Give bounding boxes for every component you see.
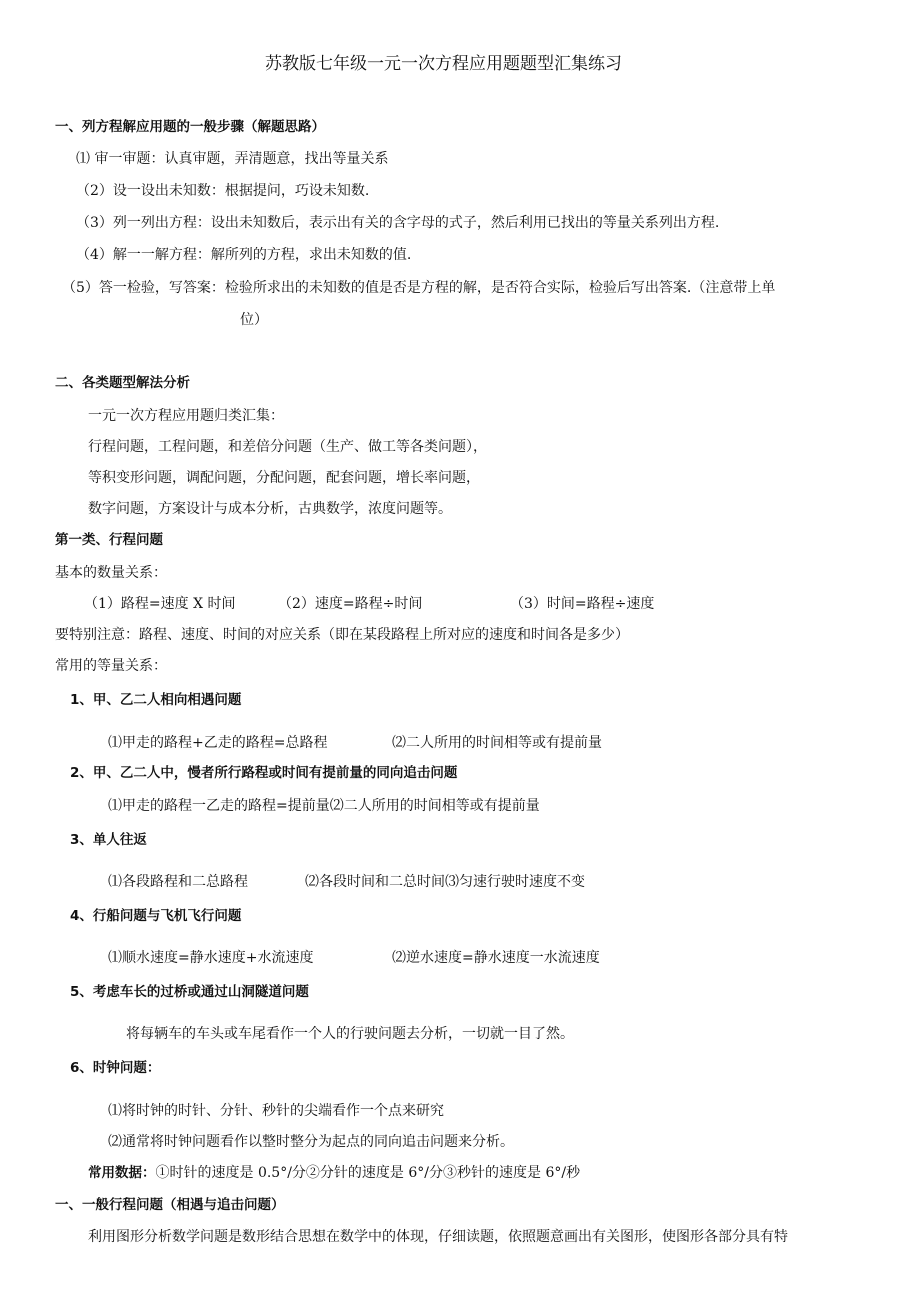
summary-title: 一元一次方程应用题归类汇集： [88,408,284,424]
common-data [88,1166,580,1181]
step-4: （4）解一一解方程：解所列的方程，求出未知数的值. [76,247,412,263]
topic-6-title: 6、时钟问题： [70,1060,161,1076]
relation-1: （1）路程=速度 X 时间 [84,596,236,612]
special-note: 要特别注意：路程、速度、时间的对应关系（即在某段路程上所对应的速度和时间各是多少） [55,627,629,643]
topic-3-title: 3、单人往返 [70,832,147,848]
topic-2-title: 2、甲、乙二人中，慢者所行路程或时间有提前量的同向追击问题 [70,765,458,781]
topic-5-line-1: 将每辆车的车头或车尾看作一个人的行驶问题去分析，一切就一目了然。 [126,1026,574,1042]
step-1: ⑴ 审一审题：认真审题，弄清题意，找出等量关系 [76,151,389,167]
topic-3-line-2: ⑵各段时间和二总时间⑶匀速行驶时速度不变 [305,874,585,890]
common-data-label: 常用数据： [88,1165,156,1181]
common-data-text: ①时针的速度是 0.5°/分②分针的速度是 6°/分③秒针的速度是 6°/秒 [155,1165,581,1181]
summary-line: 行程问题，工程问题，和差倍分问题（生产、做工等各类问题）， [88,439,487,455]
section1-heading: 一、列方程解应用题的一般步骤（解题思路） [55,119,325,135]
summary-line: 等积变形问题，调配问题，分配问题，配套问题，增长率问题， [88,470,480,486]
topic-5-title: 5、考虑车长的过桥或通过山洞隧道问题 [70,984,309,1000]
topic-4-line-1: ⑴顺水速度=静水速度+水流速度 [108,950,314,966]
basic-relations-label: 基本的数量关系： [55,565,167,581]
topic-6-line-2: ⑵通常将时钟问题看作以整时整分为起点的同向追击问题来分析。 [108,1134,514,1150]
topic-2-line-1: ⑴甲走的路程一乙走的路程=提前量⑵二人所用的时间相等或有提前量 [108,798,540,814]
sub1-text: 利用图形分析数学问题是数形结合思想在数学中的体现，仔细读题，依照题意画出有关图形，使图形各部分具有特 [88,1229,788,1245]
step-5-continued: 位） [240,312,268,328]
topic-6-line-1: ⑴将时钟的时针、分针、秒针的尖端看作一个点来研究 [108,1103,444,1119]
common-relations-label: 常用的等量关系： [55,658,167,674]
topic-1-title: 1、甲、乙二人相向相遇问题 [70,692,242,708]
topic-1-line-1: ⑴甲走的路程+乙走的路程=总路程 [108,735,328,751]
section2-heading: 二、各类题型解法分析 [55,375,190,391]
page-title: 苏教版七年级一元一次方程应用题题型汇集练习 [265,54,622,74]
sub1-heading: 一、一般行程问题（相遇与追击问题） [55,1197,285,1213]
step-5: （5）答一检验，写答案：检验所求出的未知数的值是否是方程的解，是否符合实际，检验后写出答案.（注意带上单 [62,280,776,296]
step-2: （2）设一设出未知数：根据提问，巧设未知数. [76,183,370,199]
topic-1-line-2: ⑵二人所用的时间相等或有提前量 [392,735,602,751]
topic-4-title: 4、行船问题与飞机飞行问题 [70,908,242,924]
topic-3-line-1: ⑴各段路程和二总路程 [108,874,248,890]
topic-4-line-2: ⑵逆水速度=静水速度一水流速度 [392,950,600,966]
step-3: （3）列一列出方程：设出未知数后，表示出有关的含字母的式子，然后利用已找出的等量关系列出方程. [76,215,720,231]
relation-3: （3）时间=路程÷速度 [510,596,655,612]
summary-line: 数字问题，方案设计与成本分析，古典数学，浓度问题等。 [88,501,452,517]
class1-heading: 第一类、行程问题 [55,532,163,548]
relation-2: （2）速度=路程÷时间 [278,596,423,612]
